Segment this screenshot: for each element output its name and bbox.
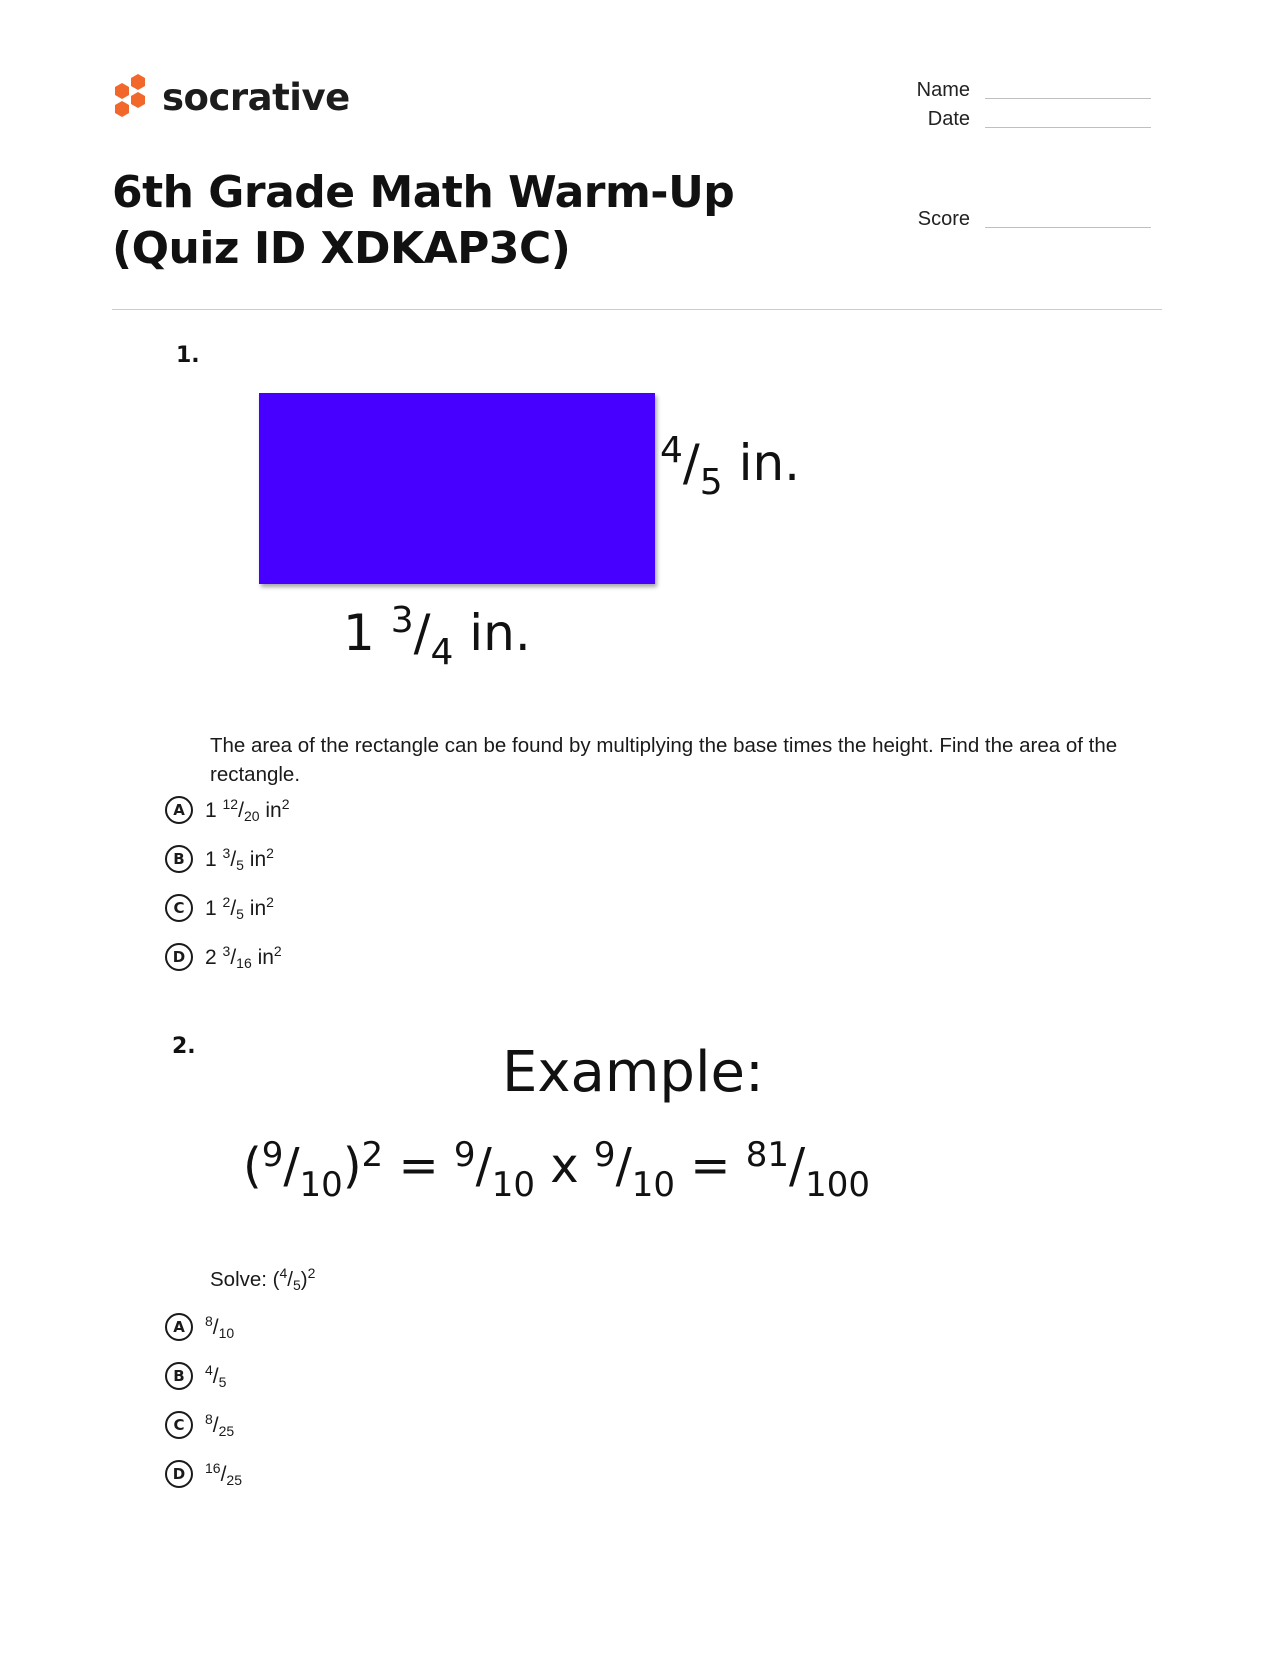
question-number: 2.	[172, 1034, 196, 1059]
choice-text: $^{16}/_{25}$	[205, 1460, 242, 1488]
page-title: 6th Grade Math Warm-Up (Quiz ID XDKAP3C)	[112, 167, 735, 274]
answer-choice[interactable]	[165, 793, 290, 827]
question-prompt: The area of the rectangle can be found by multiplying the base times the height. Find the area of the rectangle.	[210, 734, 1118, 786]
score-label: Score	[917, 208, 970, 230]
example-equation: $(^9/_{10})^2 = ^9/_{10}$ x $^9/_{10} = ^{81}/_{100}$	[243, 1135, 871, 1205]
choice-text: 2 $^3/_{16}$ $in^2$	[205, 943, 282, 971]
choice-letter-badge[interactable]: B	[165, 845, 193, 873]
choice-letter-badge[interactable]: C	[165, 1411, 193, 1439]
choice-text: $^8/_{10}$	[205, 1313, 235, 1341]
brand-name: socrative	[162, 75, 350, 119]
date-line[interactable]	[985, 127, 1151, 128]
choice-letter-badge[interactable]: A	[165, 796, 193, 824]
answer-choice[interactable]	[165, 1457, 242, 1491]
answer-choice[interactable]	[165, 940, 282, 974]
answer-choice[interactable]	[165, 1359, 226, 1393]
choice-letter-badge[interactable]: D	[165, 943, 193, 971]
choice-text: $^4/_5$	[205, 1362, 227, 1390]
choice-text: 1 $^{12}/_{20}$ $in^2$	[205, 796, 290, 824]
choice-text: 1 $^2/_5$ $in^2$	[205, 894, 274, 922]
choice-text: 1 $^3/_5$ $in^2$	[205, 845, 274, 873]
example-title: Example:	[502, 1040, 764, 1105]
date-label: Date	[927, 108, 970, 130]
answer-choice[interactable]	[165, 1310, 234, 1344]
height-label: $^4/_5$ in.	[660, 430, 801, 503]
choice-text: $^8/_{25}$	[205, 1411, 235, 1439]
choice-letter-badge[interactable]: C	[165, 894, 193, 922]
header-divider	[112, 309, 1162, 310]
choice-letter-badge[interactable]: D	[165, 1460, 193, 1488]
question-prompt: Solve: $(^4/_5)^2$	[210, 1265, 316, 1293]
rectangle-figure	[259, 393, 655, 584]
name-line[interactable]	[985, 98, 1151, 99]
choice-letter-badge[interactable]: B	[165, 1362, 193, 1390]
choice-letter-badge[interactable]: A	[165, 1313, 193, 1341]
answer-choice[interactable]	[165, 842, 274, 876]
brand	[112, 72, 350, 122]
name-label: Name	[916, 79, 970, 101]
score-line[interactable]	[985, 227, 1151, 228]
socrative-logo-icon	[112, 72, 150, 122]
question-number: 1.	[176, 343, 200, 368]
answer-choice[interactable]	[165, 1408, 234, 1442]
answer-choice[interactable]	[165, 891, 274, 925]
base-label: 1 $^3/_4$ in.	[343, 600, 531, 673]
